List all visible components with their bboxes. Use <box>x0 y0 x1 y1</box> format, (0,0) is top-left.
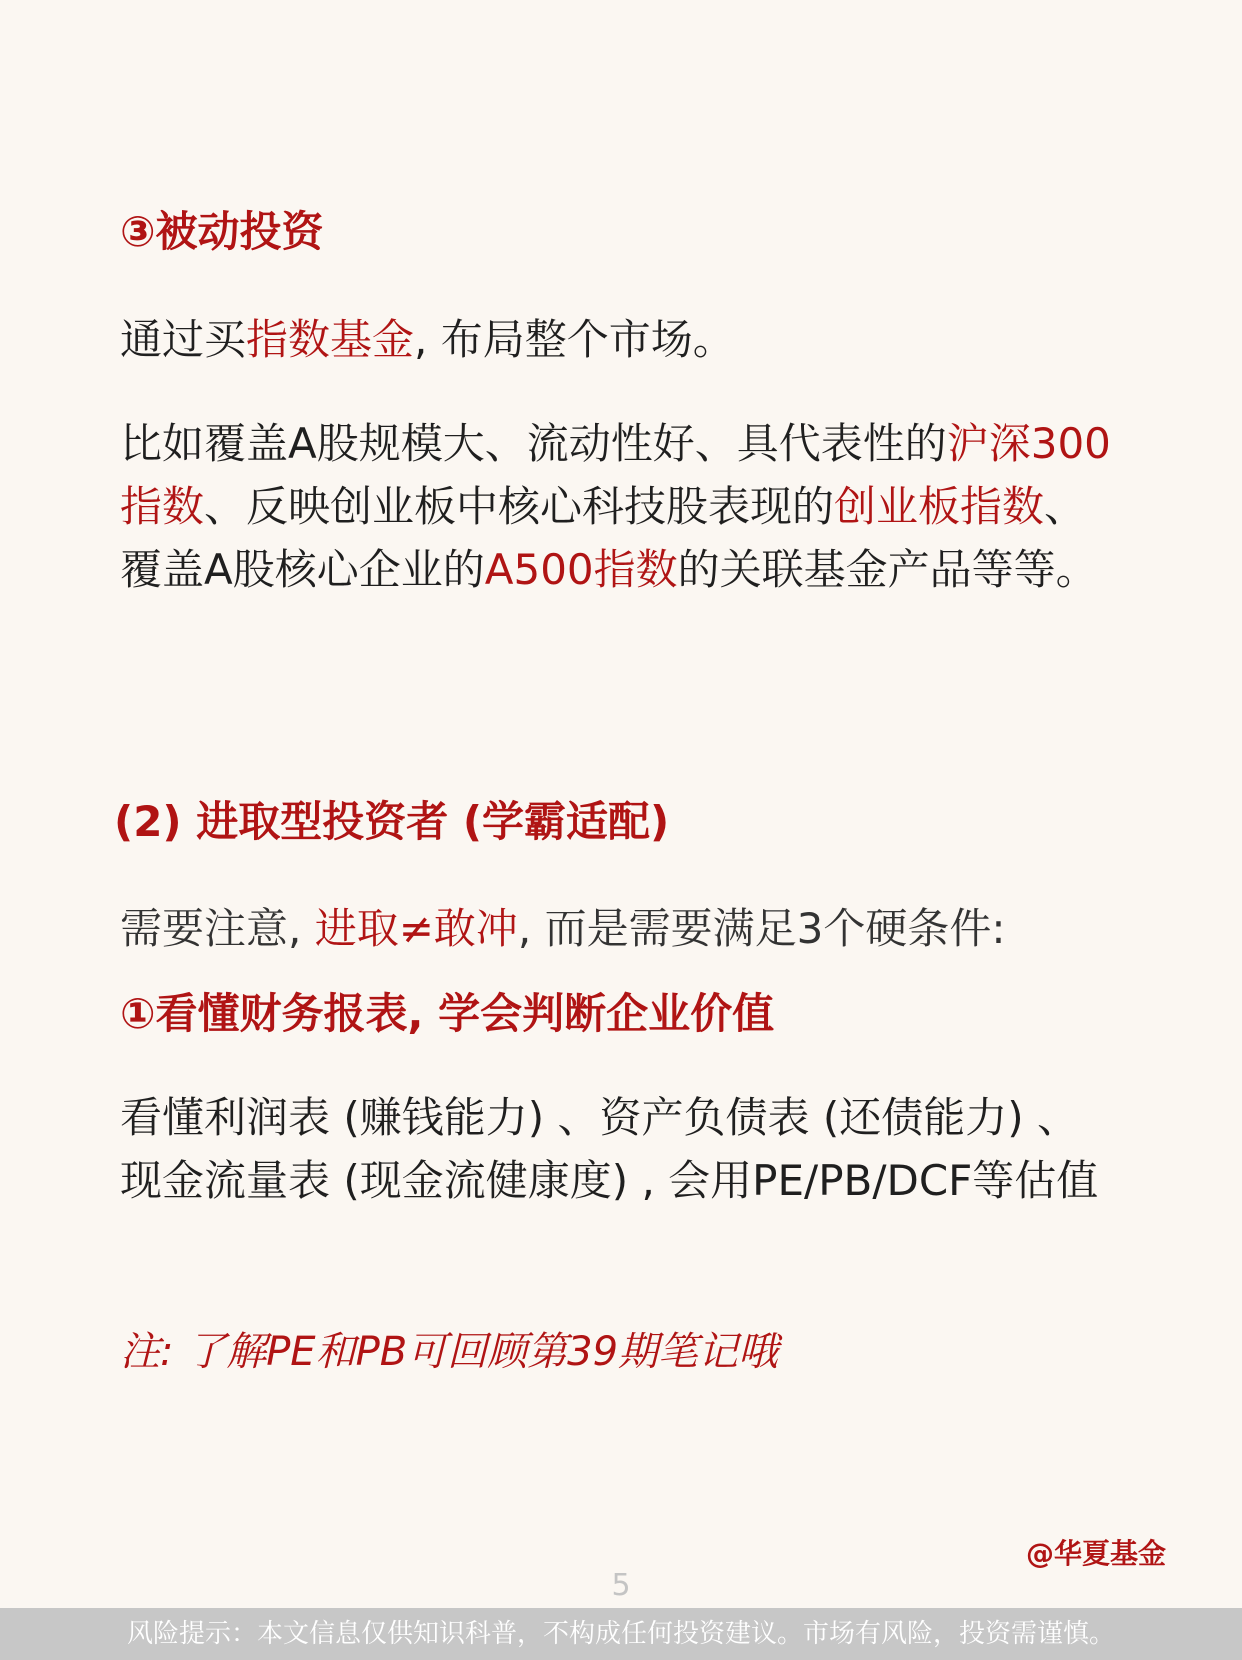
page-number: 5 <box>611 1568 631 1603</box>
section-heading-aggressive-investor: (2) 进取型投资者 (学霸适配) <box>114 797 670 846</box>
text: 、反映创业板中核心科技股表现的 <box>204 482 835 531</box>
brand-watermark: @华夏基金 <box>1025 1537 1166 1570</box>
note-pe-pb: 注: 了解PE和PB可回顾第39期笔记哦 <box>120 1329 779 1375</box>
highlight-aggressive-not-reckless: 进取≠敢冲 <box>314 904 518 953</box>
text: 、覆盖A股核心企业的 <box>120 482 1087 594</box>
paragraph-requirements-intro <box>120 897 1120 960</box>
text: 的关联基金产品等等。 <box>677 545 1098 594</box>
paragraph-index-examples <box>120 412 1120 601</box>
section-heading-passive-investing: ③被动投资 <box>120 207 324 256</box>
highlight-index-fund: 指数基金 <box>246 315 415 364</box>
highlight-hs300: 沪深300指数 <box>120 419 1111 531</box>
text: , 而是需要满足3个硬条件: <box>517 904 1006 953</box>
text: 需要注意, <box>120 904 315 953</box>
paragraph-financial-statements: 看懂利润表 (赚钱能力) 、资产负债表 (还债能力) 、现金流量表 (现金流健康度) , 会用PE/PB/DCF等估值 <box>120 1093 1099 1205</box>
text: , 布局整个市场。 <box>414 315 735 364</box>
highlight-a500: A500指数 <box>484 545 678 594</box>
highlight-chinext: 创业板指数 <box>834 482 1045 531</box>
condition-1-heading: ①看懂财务报表, 学会判断企业价值 <box>120 989 775 1038</box>
text: 比如覆盖A股规模大、流动性好、具代表性的 <box>120 419 947 468</box>
paragraph-index-fund <box>120 308 1120 371</box>
risk-disclaimer-footer: 风险提示：本文信息仅供知识科普，不构成任何投资建议。市场有风险，投资需谨慎。 <box>0 1608 1242 1660</box>
text: 通过买 <box>120 315 247 364</box>
